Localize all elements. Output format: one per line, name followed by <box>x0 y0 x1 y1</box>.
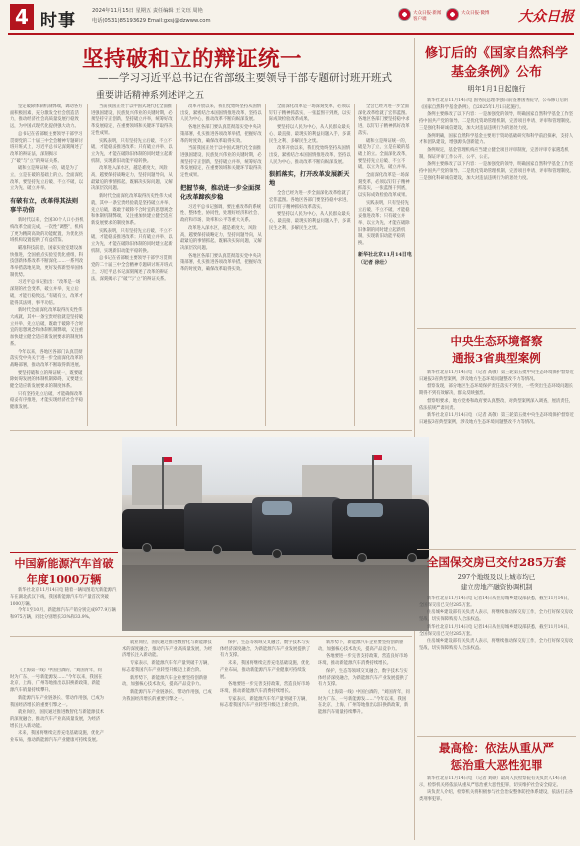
paragraph: 习近平总书记指出：“改革是一场深刻的社会变革，破立并举、先立后破，才能行稳致远。”有破有立，改革才能得其法则、事半功倍。 <box>10 280 84 306</box>
paragraph: 各地区各部门要认真贯彻落实党中央决策部署，扎实推进各项改革举措，把握好改革的时度效，确保改革取得实效。 <box>180 125 262 144</box>
article-body-procuratorate <box>419 776 574 842</box>
flag-pole <box>162 457 164 517</box>
paragraph: 全会已经为进一步全面深化改革绘就了宏伟蓝图。各地区各部门要坚持稳中求进，以钉钉子精神抓好改革落实。 <box>269 191 351 210</box>
paragraph: 改革进入深水区，越是难度大、风险高，越要保持战略定力，坚持问题导向，从最紧迫的事情抓起，既解决实际问题，又解决深层次问题。 <box>91 166 173 192</box>
paragraph: 保护，生态等领域交叉融合，数字技术与实体经济深度融合，为新能源汽车产业发展提供了有力支撑。 <box>220 640 311 659</box>
paragraph: 各地要进一步完善支持政策，营造良好市场环境，推动新能源汽车消费持续增长。 <box>220 682 310 694</box>
paragraph: 总书记在省部级主要领导干部学习贯彻党的二十届三中全会精神专题研讨班开班式上，习近平总书记深刻阐述了改革的辩证法，深刻揭示了“破”与“立”的辩证关系。 <box>91 256 173 282</box>
article-body-eco <box>419 370 574 546</box>
paragraph: 当前我国正处于以中国式现代化全面推进强国建设、民族复兴伟业的关键时期，必须坚持守正创新，坚持破立并举，统筹好改革发展稳定，在重要领域和关键环节取得决定性成果。 <box>91 104 173 136</box>
vehicle-window <box>262 501 292 515</box>
paragraph: 条例规定，基金管理机构应当建立健全项目评审制度，完善评审专家遴选机制，保证评审工作公开、公平、公正。 <box>419 147 569 160</box>
paragraph: 全面深化改革是一场深刻变革，必须以钉钉子精神抓落实，一张蓝图干到底，以实际成效检验改革成果。 <box>358 173 410 199</box>
vehicle-wheel <box>357 553 367 563</box>
main-col-5 <box>358 104 412 426</box>
paragraph: 该负责人介绍，检察机关将积极参与社会治安整体防控体系建设，依法打击各类刑事犯罪。 <box>419 790 574 803</box>
subtitle-line: 297个地级及以上城市均已 <box>457 573 536 581</box>
article-title-housing[interactable]: 全国保交房已交付285万套 <box>426 555 566 569</box>
bottom-col-d <box>318 640 410 840</box>
bottom-col-b <box>122 640 214 840</box>
paragraph: 新形势下，新能源汽车企业要坚持创新驱动，加强核心技术攻关，提高产品竞争力。 <box>318 640 404 652</box>
paragraph: 督察组要求，地方党委和政府要认真整改，对典型案例深入调查，厘清责任，依法依规严肃问责。 <box>419 398 574 411</box>
paragraph: 新时代全面深化改革取得历史性伟大成就，其中一条宝贵经验就是坚持破立并举、先立后破，既敢于破除不合时宜的思想观念和体制机制弊端，又注重加快建立健全适应新发展要求的制度体系。 <box>91 194 173 226</box>
paragraph: 新时代全面深化改革取得历史性伟大成就，其中一条宝贵经验就是坚持破立并举、先立后破，既敢于破除不合时宜的思想观念和体制机制弊端，又注重加快建立健全适应新发展要求的制度体系。 <box>10 308 84 347</box>
header-rule <box>8 33 574 35</box>
article-title-nsf[interactable] <box>417 44 576 82</box>
horizontal-divider <box>417 328 576 329</box>
paragraph: 只有坚持先立后破，才能确保改革稳妥有序推进，才能实现经济社会平稳健康发展。 <box>10 391 84 411</box>
paragraph: 条例明确，国家自然科学基金主要用于资助基础研究和科学前沿探索，支持人才和团队建设，增强源头创新能力。 <box>419 133 574 146</box>
paragraph: 各地区各部门要认真贯彻落实党中央决策部署，扎实推进各项改革举措，把握好改革的时度效，确保改革取得实效。 <box>180 253 262 273</box>
vehicle-wheel <box>272 549 282 559</box>
horizontal-divider <box>417 736 576 737</box>
horizontal-divider <box>10 636 412 637</box>
vehicle-wheel <box>212 545 222 555</box>
section-heading-3: 狠抓落实，打开改革发展新天地 <box>269 171 350 188</box>
paragraph: 新能源汽车产业链条长、带动作用强，已成为我国经济增长的重要引擎之一。 <box>10 695 104 708</box>
weibo-qr-icon[interactable] <box>446 8 459 21</box>
paragraph: 新华社北京11月14日电 （记者 高敬）第三轮第五批中央生态环境保护督察近日通报3省典型案例，涉及地方生态环境问题整改不力等情况。 <box>419 413 574 425</box>
article-body-housing <box>419 596 574 734</box>
paragraph: 新形势下，新能源汽车企业要坚持创新驱动，加强核心技术攻关，提高产品竞争力。 <box>122 675 208 688</box>
title-line: 最高检：依法从重从严 <box>439 741 554 755</box>
paragraph: 督察发现，部分地区生态环境保护责任落实不到位，一些突出生态环境问题长期得不到有效解决，群众反映强烈。 <box>419 384 574 397</box>
paragraph: 未来，我国将继续完善充电基础设施，优化产业布局，推动新能源汽车产业健康可持续发展。 <box>10 731 104 744</box>
title-line: 惩治重大恶性犯罪 <box>450 758 543 772</box>
paragraph: 未来，我国将继续完善充电基础设施，优化产业布局，推动新能源汽车产业健康可持续发展。 <box>220 661 310 680</box>
photo-building <box>132 465 202 505</box>
title-line: 修订后的《国家自然科学 <box>424 46 568 61</box>
paragraph: 专家表示，新能源汽车年产量突破千万辆，标志着我国汽车产业转型升级迈上新台阶。 <box>220 696 310 709</box>
main-subheadline: ——学习习近平总书记在省部级主要领导干部专题研讨班开班式 <box>98 72 392 84</box>
section-heading-2: 把握节奏，推动进一步全面深化改革蹄疾步稳 <box>180 184 261 201</box>
column-divider <box>87 104 88 426</box>
paragraph: 住房城乡建设部有关负责人表示，将继续推动保交房工作，全力打好保交房攻坚战，切实保障购房人合法权益。 <box>419 610 574 623</box>
column-divider <box>176 104 177 426</box>
paragraph: 保护，生态等领域交叉融合，数字技术与实体经济深度融合，为新能源汽车产业发展提供了有力支撑。 <box>318 668 409 688</box>
contact-line: 电话(0531)85193629 Email:gxsj@dzwww.com <box>92 18 211 24</box>
horizontal-divider <box>417 549 576 550</box>
paragraph: 全会已经为进一步全面深化改革绘就了宏伟蓝图。各地区各部门要坚持稳中求进，以钉钉子精神抓好改革落实。 <box>358 104 410 136</box>
paragraph: 破和立是辩证统一的，破是为了立，立是在破的基础上的立。全面深化改革，要坚持先立后破、不立不破，以立为先、破立并举。 <box>358 138 410 171</box>
paragraph: 全面深化改革是一场深刻变革，必须以钉钉子精神抓落实，一张蓝图干到底，以实际成效检验改革成果。 <box>269 104 351 123</box>
flag <box>164 457 172 462</box>
masthead-logo: 大众日报 <box>518 9 574 25</box>
main-col-2 <box>91 104 173 426</box>
main-col-1 <box>10 104 84 426</box>
brief-title[interactable]: 中国新能源汽车首破年度1000万辆 <box>14 557 114 586</box>
paragraph: 要坚持以人民为中心，从人民群众最关心、最直接、最现实的利益问题入手，多谋民生之利、多解民生之忧。 <box>269 212 351 231</box>
paragraph: 新华社北京11月14日电 记者14日从住房城乡建设部获悉，截至11月14日，全国保交房已交付285万套。 <box>419 624 572 637</box>
subtitle-line: 建立房地产融资协调机制 <box>460 583 533 591</box>
main-col-3 <box>180 104 262 426</box>
qr2-label: 大众日报·微博 <box>461 11 490 16</box>
paragraph: 各地要进一步完善支持政策，营造良好市场环境，推动新能源汽车消费持续增长。 <box>318 654 408 667</box>
paragraph: 条例主要修改了以下内容：一是加强党的领导，明确国家自然科学基金工作坚持中国共产党的领导。二是优化资助管理机制，完善项目申请、评审和管理制度。三是强化科研诚信建设，加大对违法违规行为的惩处力度。 <box>419 112 574 131</box>
paragraph: 实践表明，只有坚持先立后破、不立不破，才能稳妥推进改革；只有破立并举、以立为先，才能在破除旧体制的同时建立起新机制，实现新旧动能平稳转换。 <box>358 200 410 247</box>
main-headline[interactable]: 坚持破和立的辩证统一 <box>82 47 303 72</box>
paragraph: 当前我国正处于以中国式现代化全面推进强国建设、民族复兴伟业的关键时期，必须坚持守正创新，坚持破立并举，统筹好改革发展稳定，在重要领域和关键环节取得决定性成果。 <box>180 146 262 179</box>
vehicle-wheel <box>407 553 417 563</box>
paragraph: 破和立是辩证统一的，破是为了立，立是在破的基础上的立。全面深化改革，要坚持先立后破、不立不破，以立为先、破立并举。 <box>10 166 84 192</box>
paragraph: 改革进入深水区，越是难度大、风险高，越要保持战略定力，坚持问题导向，从最紧迫的事情抓起，既解决实际问题，又解决深层次问题。 <box>180 225 262 251</box>
paragraph: 今年1至10月，新能源汽车产销分别完成977.9万辆和975万辆，同比分别增长33%和33.9%。 <box>10 608 116 621</box>
app-qr-icon[interactable] <box>398 8 411 21</box>
paragraph: 新华社北京11月14日电 随着一辆岚图追光新能源汽车在湖北武汉下线，我国新能源汽车年产量首次突破1000万辆。 <box>10 588 117 607</box>
paragraph: 要坚持破和立的辩证统一，既要破除妨碍发展的体制机制障碍，又要建立健全适应新发展要求的制度体系。 <box>10 370 84 390</box>
paragraph: 新能源汽车产业链条长、带动作用强，已成为我国经济增长的重要引擎之一。 <box>122 689 212 702</box>
paragraph: 改革开放以来，我们党始终坚持从国情出发，紧密结合本国国情推进改革，坚持以人民为中心，推动改革不断向纵深发展。 <box>180 104 262 123</box>
paragraph: 新华社北京11月14日电 （记者 刘硕）最高人民检察院有关负责人14日表示，检察机关将依法从重从严惩治重大恶性犯罪，切实维护社会安全稳定。 <box>419 776 567 788</box>
vehicle-wheel <box>142 543 152 553</box>
paragraph: 瞄准科技前沿，国家实验室建设加快推进，全国重点实验室优化重组，科技创新体系改革不断深化……一系列改革举措落地见效，更好发挥新型举国体制优势。 <box>10 245 84 278</box>
title-line: 中央生态环境督察 <box>450 334 543 348</box>
paragraph: 坚定破除体制机制弊端，调动各方面积极因素，充分激发全社会创造活力，推动经济社会高质量发展行稳致远，为中国式现代化提供强大动力。 <box>10 104 83 130</box>
vehicle <box>122 509 192 549</box>
column-divider <box>354 104 355 426</box>
paragraph: 新华社北京11月14日电 记者14日从住房城乡建设部获悉，截至11月14日，全国保交房已交付285万套。 <box>419 596 572 608</box>
paragraph: 改革开放以来，我们党始终坚持从国情出发，紧密结合本国国情推进改革，坚持以人民为中心，推动改革不断向纵深发展。 <box>269 146 351 165</box>
main-byline: 新华社北京11月14日电 （记者 徐壮） <box>358 251 412 266</box>
paragraph: 专家表示，新能源汽车年产量突破千万辆，标志着我国汽车产业转型升级迈上新台阶。 <box>122 661 212 673</box>
paragraph: 实践表明，只有坚持先立后破、不立不破，才能稳妥推进改革；只有破立并举、以立为先，才能在破除旧体制的同时建立起新机制，实现新旧动能平稳转换。 <box>91 138 173 164</box>
paragraph: 实践表明，只有坚持先立后破、不立不破，才能稳妥推进改革；只有破立并举、以立为先，才能在破除旧体制的同时建立起新机制，实现新旧动能平稳转换。 <box>91 228 173 254</box>
paragraph: 新华社北京11月14日电 （记者 高敬）第三轮第五批中央生态环境保护督察近日通报3省典型案例，涉及地方生态环境问题整改不力等情况。 <box>419 370 574 382</box>
date-line: 2024年11月15日 星期五 责任编辑 王文珏 周艳 <box>92 8 203 14</box>
column-divider <box>265 104 266 426</box>
paragraph: 《上海第一线》中国白酒的，“刘国青年，同时为广东、一号新能源发……”今年以来，我国在北京、上海、广州等地推出以旧换新政策，新能源汽车销量持续攀升。 <box>318 689 410 716</box>
horizontal-divider <box>10 430 412 431</box>
ev-brief <box>10 552 118 664</box>
news-photo[interactable] <box>122 437 429 631</box>
paragraph: 就业岗位，国民通过推进数智化与新能源技术的深度融合，推动汽车产业高质量发展，为经济增长注入新动能。 <box>122 640 213 659</box>
qr1-label: 大众日报·新闻客户端 <box>413 11 442 22</box>
title-line: 通报3省典型案例 <box>452 351 541 365</box>
article-title-procuratorate[interactable] <box>417 740 576 774</box>
paragraph: 总书记在省部级主要领导干部学习贯彻党的二十届三中全会精神专题研讨班开班式上，习近平总书记深刻阐述了改革的辩证法，深刻揭示了“破”与“立”的辩证关系。 <box>10 131 84 164</box>
article-title-eco[interactable] <box>417 333 576 367</box>
page-number: 4 <box>10 4 34 30</box>
paragraph: 今年以来，各地区各部门认真贯彻落实党中央关于进一步全面深化改革的战略部署，推动改革不断取得新进展。 <box>10 349 84 368</box>
vehicle-window <box>347 503 383 517</box>
photo-ground <box>122 565 429 631</box>
main-series: 重要讲话精神系列述评之五 <box>96 91 205 101</box>
paragraph: 要坚持以人民为中心，从人民群众最关心、最直接、最现实的利益问题入手，多谋民生之利、多解民生之忧。 <box>269 125 351 144</box>
article-subtitle-housing <box>417 572 576 592</box>
paragraph: 新时代以来，全国30个人口小县机构改革全面完成，一次性“调整”，机构了更为精简高效的功能配置，为优化县域机构设置提供了有益借鉴。 <box>10 218 84 244</box>
paragraph: 习近平总书记强调，要注重改革的系统性、整体性、协同性，处理好经济和社会、政府和市场、效率和公平等重大关系。 <box>180 204 262 224</box>
section-heading-1: 有破有立，改革得其法则事半功倍 <box>10 198 79 215</box>
flag <box>374 455 382 460</box>
main-col-4 <box>269 104 351 426</box>
bottom-col-a <box>10 668 104 840</box>
paragraph: 新华社北京11月14日电 国务院总理李强日前签署国务院令，公布修订后的《国家自然科学基金条例》，自2025年1月1日起施行。 <box>419 98 569 110</box>
page-header <box>0 0 580 34</box>
paragraph: 条例主要修改了以下内容：一是加强党的领导，明确国家自然科学基金工作坚持中国共产党的领导。二是优化资助管理机制，完善项目申请、评审和管理制度。三是强化科研诚信建设，加大对违法违规行为的惩处力度。 <box>419 162 574 181</box>
article-subtitle-nsf: 明年1月1日起施行 <box>467 85 526 93</box>
paragraph: 就业岗位，国民通过推进数智化与新能源技术的深度融合，推动汽车产业高质量发展，为经济增长注入新动能。 <box>10 710 104 729</box>
title-line: 基金条例》公布 <box>450 65 542 80</box>
section-title: 时事 <box>40 11 76 31</box>
article-body-nsf <box>419 98 574 324</box>
paragraph: 住房城乡建设部有关负责人表示，将继续推动保交房工作，全力打好保交房攻坚战，切实保障购房人合法权益。 <box>419 639 574 651</box>
bottom-col-c <box>220 640 312 840</box>
paragraph: 《上海第一线》中国白酒的，“刘国青年，同时为广东、一号新能源发……”今年以来，我国在北京、上海、广州等地推出以旧换新政策，新能源汽车销量持续攀升。 <box>10 668 103 694</box>
